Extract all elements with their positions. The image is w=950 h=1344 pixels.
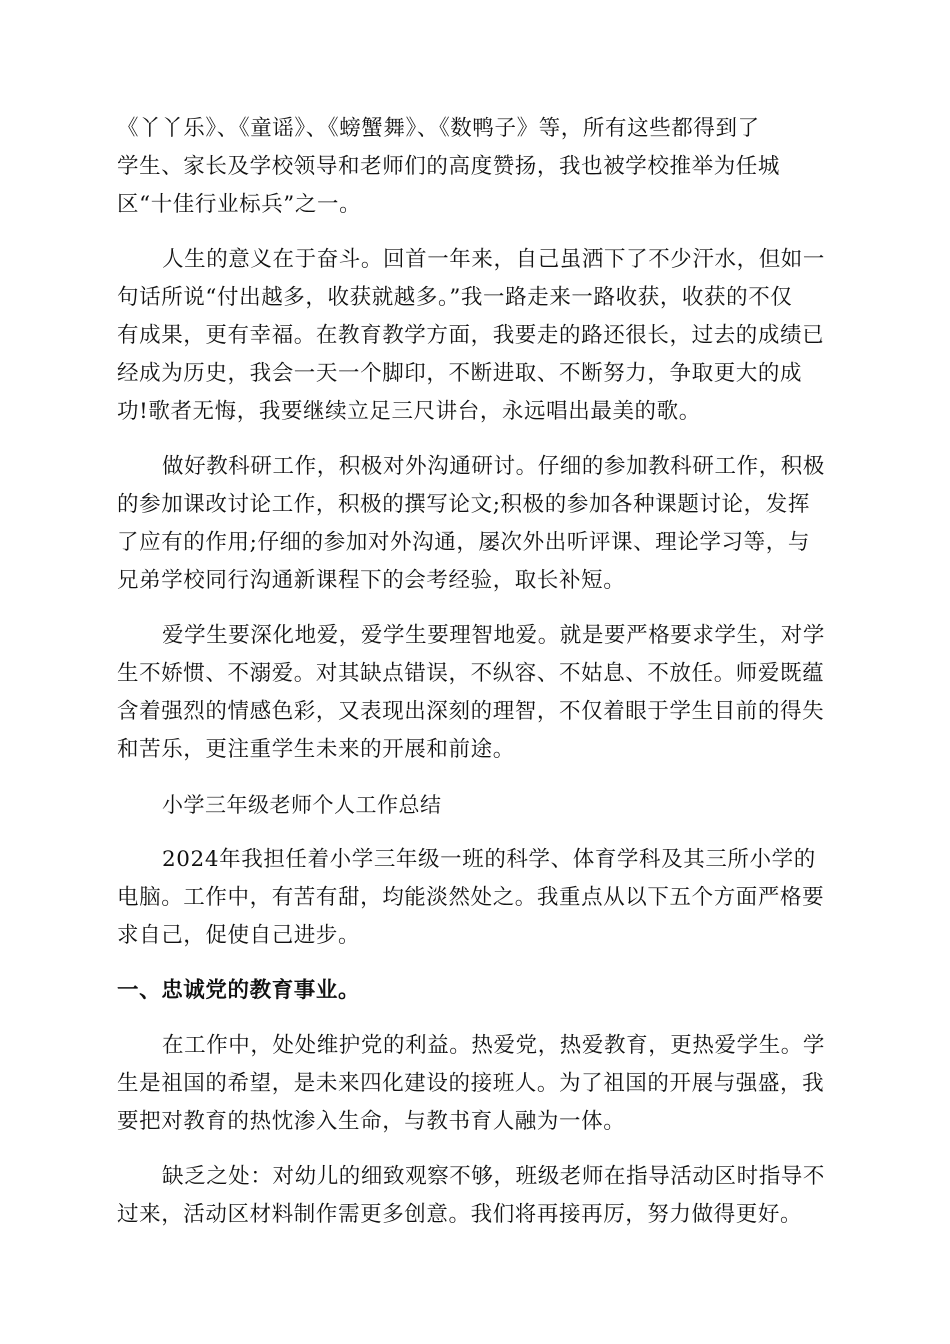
- text-line: 过来，活动区材料制作需更多创意。我们将再接再厉，努力做得更好。: [117, 1202, 803, 1227]
- text-line: 生不娇惯、不溺爱。对其缺点错误，不纵容、不姑息、不放任。师爱既蕴: [117, 661, 825, 686]
- text-line: 区“十佳行业标兵”之一。: [117, 192, 362, 217]
- text-line: 《丫丫乐》、《童谣》、《螃蟹舞》、《数鸭子》等，所有这些都得到了: [117, 116, 760, 141]
- text-line: 的参加课改讨论工作，积极的撰写论文;积极的参加各种课题讨论，发挥: [117, 492, 810, 517]
- text-line: 有成果，更有幸福。在教育教学方面，我要走的路还很长，过去的成绩已: [117, 323, 825, 348]
- text-line: 在工作中，处处维护党的利益。热爱党，热爱教育，更热爱学生。学: [162, 1033, 826, 1058]
- paragraph-intro: [117, 841, 835, 955]
- text-line: 求自己，促使自己进步。: [117, 923, 361, 948]
- text-line: 句话所说“付出越多，收获就越多。”我一路走来一路收获，收获的不仅: [117, 285, 793, 310]
- text-line: 2024年我担任着小学三年级一班的科学、体育学科及其三所小学的: [162, 847, 816, 872]
- text-line: 生是祖国的希望，是未来四化建设的接班人。为了祖国的开展与强盛，我: [117, 1071, 825, 1096]
- text-line: 爱学生要深化地爱，爱学生要理智地爱。就是要严格要求学生，对学: [162, 623, 826, 648]
- text-line: 人生的意义在于奋斗。回首一年来，自己虽洒下了不少汗水，但如一: [162, 247, 826, 272]
- paragraph-loyalty: [117, 1027, 835, 1141]
- paragraph-achievements: [117, 110, 835, 224]
- text-line: 做好教科研工作，积极对外沟通研讨。仔细的参加教科研工作，积极: [162, 454, 826, 479]
- text-line: 电脑。工作中，有苦有甜，均能淡然处之。我重点从以下五个方面严格要: [117, 885, 825, 910]
- text-line: 缺乏之处：对幼儿的细致观察不够，班级老师在指导活动区时指导不: [162, 1164, 826, 1189]
- text-line: 兄弟学校同行沟通新课程下的会考经验，取长补短。: [117, 568, 626, 593]
- text-line: 学生、家长及学校领导和老师们的高度赞扬，我也被学校推举为任城: [117, 154, 781, 179]
- text-line: 和苦乐，更注重学生未来的开展和前途。: [117, 737, 515, 762]
- text-line: 了应有的作用;仔细的参加对外沟通，屡次外出听评课、理论学习等，与: [117, 530, 810, 555]
- document-page: [117, 110, 835, 1251]
- paragraph-shortcomings: [117, 1158, 835, 1234]
- paragraph-love-students: [117, 617, 835, 769]
- text-line: 含着强烈的情感色彩，又表现出深刻的理智，不仅着眼于学生目前的得失: [117, 699, 825, 724]
- document-title: 小学三年级老师个人工作总结: [162, 793, 442, 817]
- paragraph-research-work: [117, 448, 835, 600]
- text-line: 功!歌者无悔，我要继续立足三尺讲台，永远唱出最美的歌。: [117, 399, 701, 424]
- section-heading: 一、忠诚党的教育事业。: [117, 978, 361, 1003]
- text-line: 要把对教育的热忱渗入生命，与教书育人融为一体。: [117, 1109, 626, 1134]
- text-line: 经成为历史，我会一天一个脚印，不断进取、不断努力，争取更大的成: [117, 361, 803, 386]
- paragraph-meaning-of-life: [117, 241, 835, 431]
